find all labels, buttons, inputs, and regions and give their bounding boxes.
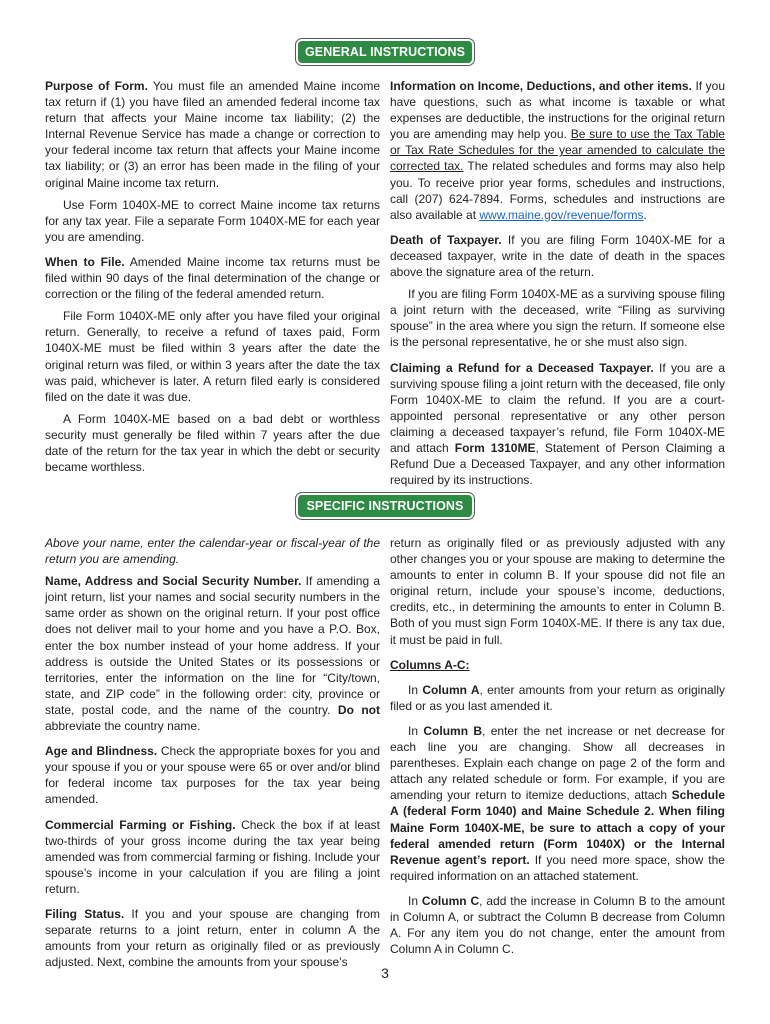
when-text: Amended Maine income tax returns must be filed within 90 days of the final determination of the change or correction or the filing of the federal amended return. xyxy=(45,254,380,302)
specific-intro: Above your name, enter the calendar-year or fiscal-year of the return you are amending. xyxy=(45,536,380,567)
column-c-paragraph xyxy=(390,893,725,957)
info-underline: Be sure to use the Tax Table or Tax Rate Schedules for the year amended to calculate the corrected tax. xyxy=(390,127,725,174)
info-text-2: The related schedules and forms may also help you. To receive prior year forms, schedules and instructions, call (207) 624-7894. Forms, schedules and instructions are also available at xyxy=(390,159,725,222)
purpose-paragraph-2: Use Form 1040X-ME to correct Maine income tax returns for any tax year. File a separate Form 1040X-ME for each year you are amending. xyxy=(45,197,380,244)
colB-text-2: If you need more space, show the required information on an attached statement. xyxy=(390,852,725,883)
when-paragraph-3: A Form 1040X-ME based on a bad debt or worthless security must generally be filed within 7 years after the due date of the return for the tax year in which the debt or security became worthless. xyxy=(45,411,380,475)
purpose-paragraph xyxy=(45,78,380,191)
purpose-text: You must file an amended Maine income tax return if (1) you have filed an amended federal income tax return that affects your Maine income tax liability; (2) the Internal Revenue Service has made a change or correction to your federal income tax return that affects your Maine income tax liability; or (3) an error has been made in the filing of your original Maine income tax return. xyxy=(45,79,380,190)
general-right-column xyxy=(390,78,725,494)
info-end: . xyxy=(643,207,647,222)
colA-text: , enter amounts from your return as originally filed or as you last amended it. xyxy=(390,682,726,713)
column-b-paragraph xyxy=(390,723,725,884)
age-text: Check the appropriate boxes for you and your spouse if you or your spouse were 65 or over and/or blind for federal income tax purposes for the tax year being amended. xyxy=(45,744,380,807)
colB-bold: Column B xyxy=(423,723,483,738)
farm-title: Commercial Farming or Fishing. xyxy=(45,817,236,832)
colA-bold: Column A xyxy=(422,682,480,697)
claim-text-2: , Statement of Person Claiming a Refund Due a Deceased Taxpayer, and any other information required by its instructions. xyxy=(390,440,725,488)
death-title: Death of Taxpayer. xyxy=(390,232,502,247)
when-title: When to File. xyxy=(45,254,125,269)
page-number: 3 xyxy=(381,965,389,981)
claim-text: If you are a surviving spouse filing a joint return with the deceased, file only Form 1040X-ME to claim the refund. If you are a court-appointed personal representative or any other person claiming a deceased taxpayer’s refund, file Form 1040X-ME and attach xyxy=(390,360,725,455)
filing-title: Filing Status. xyxy=(45,906,125,921)
general-left-column xyxy=(45,78,380,481)
colB-text: , enter the net increase or net decrease for each line you are changing. Show all decreases in parentheses. Explain each change on page 2 of the form and attach any related schedule or form. For example, if you are amending your return to itemize deductions, attach xyxy=(390,723,725,803)
colC-bold: Column C xyxy=(421,893,480,908)
purpose-title: Purpose of Form. xyxy=(45,79,148,93)
filing-text: If you and your spouse are changing from separate returns to a joint return, enter in column A the amounts from your return as originally filed or as previously adjusted. Next, combine the amounts from your spouse’s xyxy=(45,906,380,970)
claim-paragraph xyxy=(390,360,725,489)
death-text: If you are filing Form 1040X-ME for a deceased taxpayer, write in the date of death in the spaces above the signature area of the return. xyxy=(390,232,725,280)
colA-pre: In xyxy=(408,682,423,697)
when-paragraph-2: File Form 1040X-ME only after you have filed your original return. Generally, to receive a refund of taxes paid, Form 1040X-ME must be filed within 3 years after the date the original return was filed, or within 3 years after the date the tax was paid, whichever is later. A return filed early is considered filed on the date it was due. xyxy=(45,309,380,404)
farming-paragraph xyxy=(45,817,380,897)
revenue-forms-link[interactable]: www.maine.gov/revenue/forms xyxy=(479,207,644,222)
specific-right-column xyxy=(390,535,725,963)
specific-left-column xyxy=(45,535,380,976)
colC-text: , add the increase in Column B to the amount in Column A, or subtract the Column B decrease from Column A. For any item you do not change, enter the amount from Column A in Column C. xyxy=(390,893,725,957)
death-paragraph-2: If you are filing Form 1040X-ME as a surviving spouse filing a joint return with the deceased, write “Filing as surviving spouse” in the area where you sign the return. If someone else is the personal representative, he or she must also sign. xyxy=(390,287,725,350)
colC-pre: In xyxy=(408,893,422,908)
name-bold: Do not xyxy=(337,702,380,717)
when-to-file-paragraph xyxy=(45,254,380,302)
death-paragraph xyxy=(390,232,725,280)
name-address-paragraph xyxy=(45,573,380,734)
colB-pre: In xyxy=(408,723,424,738)
specific-instructions-banner: SPECIFIC INSTRUCTIONS xyxy=(298,495,472,517)
general-instructions-banner: GENERAL INSTRUCTIONS xyxy=(298,41,472,63)
name-title: Name, Address and Social Security Number. xyxy=(45,574,302,589)
info-title: Information on Income, Deductions, and other items. xyxy=(390,79,692,93)
info-paragraph xyxy=(390,78,725,223)
info-text: If you have questions, such as what income is taxable or what expenses are deductible, the instructions for the original return you are amending may help you. xyxy=(390,79,725,142)
columns-heading: Columns A-C: xyxy=(390,657,470,672)
farm-text: Check the box if at least two-thirds of your gross income during the tax year being amended was from commercial farming or fishing. Include your spouse’s income in your calculation if you are filing a joint return. xyxy=(45,817,381,896)
age-paragraph xyxy=(45,743,380,807)
age-title: Age and Blindness. xyxy=(45,744,158,759)
colB-bold-2: Schedule A (federal Form 1040) and Maine Schedule 2. When filing Maine Form 1040X-ME, be sure to attach a copy of your federal amended return (Form 1040X) or the Internal Revenue agent’s report. xyxy=(390,788,725,867)
column-a-paragraph xyxy=(390,682,725,714)
filing-status-paragraph xyxy=(45,906,380,970)
name-end: abbreviate the country name. xyxy=(45,719,201,734)
claim-title: Claiming a Refund for a Deceased Taxpayer. xyxy=(390,360,654,375)
filing-continued-paragraph: return as originally filed or as previously adjusted with any other changes you or your spouse are making to determine the amounts to enter in column B. If your spouse did not file an original return, include your spouse’s income, deductions, credits, etc., in determining the amounts to enter in Column B. Both of you must sign Form 1040X-ME. If there is any tax due, it must be paid in full. xyxy=(390,536,725,647)
claim-bold: Form 1310ME xyxy=(454,440,536,455)
name-text: If amending a joint return, list your names and social security numbers in the same order as shown on the original return. If your post office does not deliver mail to your home and you have a P.O. Box, enter the box number instead of your home address. If your address is outside the United States or its possessions or territories, enter the information on the line for “City/town, state, and ZIP code” in the following order: city, province or state, postal code, and the name of the country. xyxy=(45,574,380,717)
